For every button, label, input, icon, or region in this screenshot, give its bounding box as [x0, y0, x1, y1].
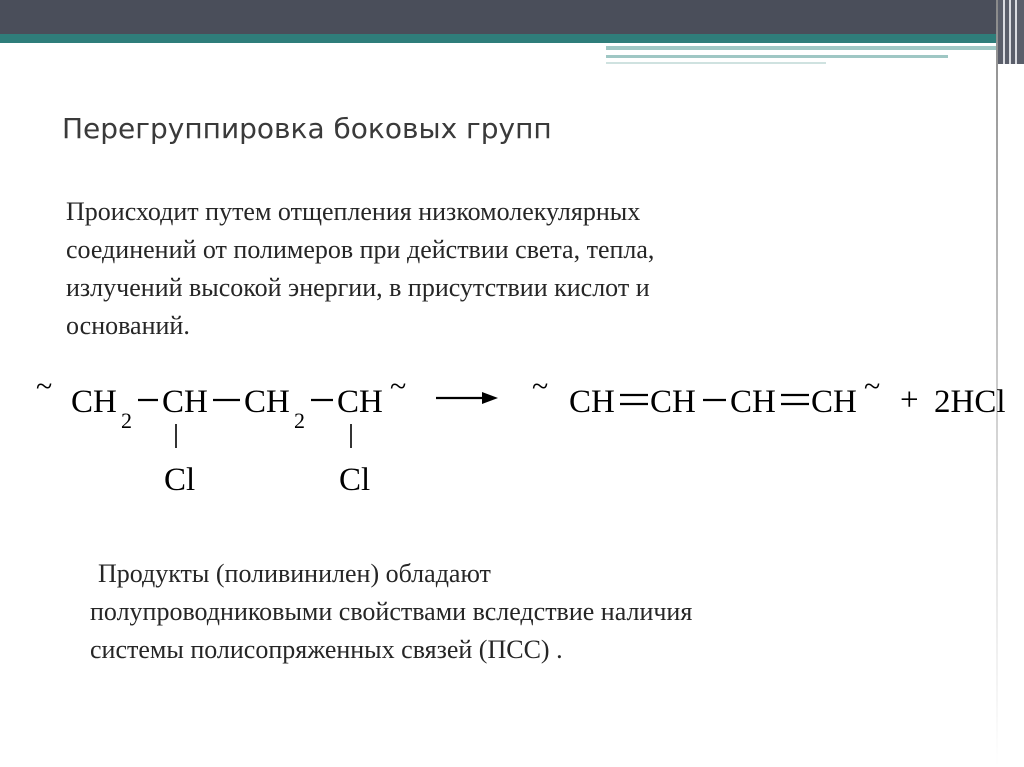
paragraph-line: соединений от полимеров при действии света, тепла,	[66, 235, 655, 264]
corner-decoration	[998, 0, 1024, 64]
group-ch: CH	[337, 384, 383, 420]
plus-sign: +	[900, 382, 919, 418]
intro-paragraph	[66, 193, 966, 345]
arrow-head	[482, 392, 498, 404]
accent-line	[606, 62, 826, 64]
reaction-equation	[0, 372, 1024, 507]
products-paragraph	[90, 555, 990, 669]
paragraph-line: полупроводниковыми свойствами вследствие наличия	[90, 597, 693, 626]
chlorine-atom: Cl	[164, 462, 196, 498]
corner-stripe	[1015, 0, 1017, 64]
paragraph-line: системы полисопряженных связей (ПСС) .	[90, 635, 563, 664]
group-ch: CH	[730, 384, 776, 420]
paragraph-line: оснований.	[66, 311, 190, 340]
accent-line	[606, 55, 948, 58]
subscript: 2	[294, 408, 305, 433]
paragraph-line: Происходит путем отщепления низкомолекулярных	[66, 197, 641, 226]
chain-end-symbol: ~	[532, 372, 549, 403]
byproduct-hcl: 2HCl	[934, 384, 1006, 420]
accent-line	[606, 46, 998, 50]
group-ch: CH	[244, 384, 290, 420]
chlorine-atom: Cl	[339, 462, 371, 498]
paragraph-line: Продукты (поливинилен) обладают	[98, 559, 491, 588]
slide-title: Перегруппировка боковых групп	[62, 112, 552, 145]
chain-end-symbol: ~	[36, 372, 53, 403]
chain-end-symbol: ~	[390, 372, 407, 403]
top-header-bar	[0, 0, 1024, 34]
teal-accent-band	[0, 34, 1000, 43]
corner-stripe	[1009, 0, 1011, 64]
group-ch: CH	[811, 384, 857, 420]
group-ch: CH	[569, 384, 615, 420]
group-ch: CH	[71, 384, 117, 420]
paragraph-line: излучений высокой энергии, в присутствии кислот и	[66, 273, 650, 302]
chain-end-symbol: ~	[864, 372, 881, 403]
group-ch: CH	[650, 384, 696, 420]
group-ch: CH	[162, 384, 208, 420]
subscript: 2	[121, 408, 132, 433]
corner-stripe	[1003, 0, 1005, 64]
